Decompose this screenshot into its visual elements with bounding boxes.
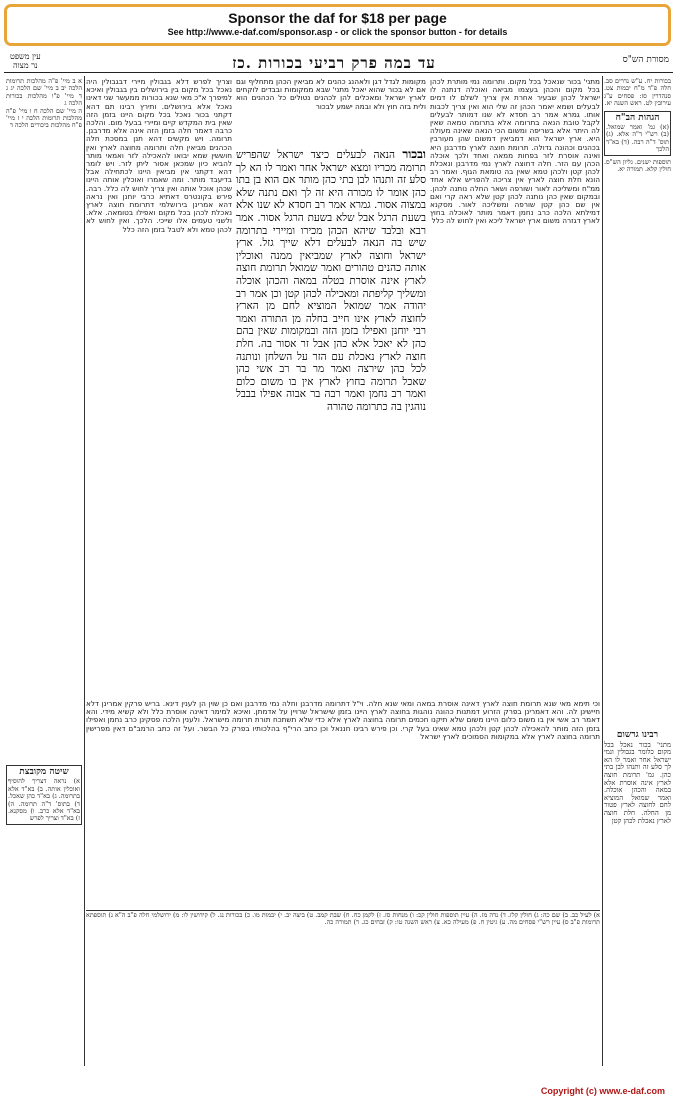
divider-left [84, 76, 85, 1066]
header-title: עד במה פרק רביעי בכורות .כז [232, 54, 436, 72]
lower-commentary: וכי תימא מאי שנא תרומת חוצה לארץ דאינה אוסרת במאה ומאי שנא חלה. וי"ל דתרומה מדרבנן וחלה נמי מדרבנן ואם כן שוין הן לענין דינא. בריש פרקין אמרינן דלא חיישינן לה. והא דאמרינן בפרק הזרוע דמתנות כהונה נוהגות בחוצה לארץ היינו בזמן שישראל שרויין על אדמתן. ואיכא למימר דאינה אוסרת כלל ולא קשיא מידי. והא דאמר רב אשי אין בו משום כלום היינו משום שלא תיקנו חכמים תרומה בחוצה לארץ אלא כדי שלא תשתכח תורת תרומה מישראל. ולענין הלכה פסקינן כרב נחמן ואפילו בזמן הזה מותר להאכילה לכהן קטן ולכהן טמא שאינו בעל קרי. וכן פירש רבינו חננאל וכן כתב הרי"ף בהלכותיו בפרק כל הבשר. ועל זה כתב הרמב"ם דאין מפרישין תרומה בחוצה לארץ אלא במקומות הסמוכים לארץ ישראל [86, 700, 600, 741]
rabbeinu-gershom-text: מתני' בכור נאכל בכל מקום כלומר בגבולין ונמי ישראל אחר ואמר לו הא לך סלע זה ותנהו לבן בתי כהן. גמ' תרומת חוצה לארץ אינה אוסרת אלא במאה והכהן אוכלה. ואמר שמואל המוציא לחם לחוצה לארץ פטור מן החלה. חלת חוצה לארץ נאכלת לכהן קטן [604, 740, 671, 825]
shita-mekubetzet-column [6, 762, 82, 1062]
rashi-column: מתני' בכור שנאכל בכל מקום. ותרומה נמי מותרת לכהן בכל מקום והכהן בעצמו מביאה ואוכלה דנתנה לו ישראל לכהן שבעיר אחרת אין צריך לשלם לו דמים לבעלים ושמא יאמר הכהן זה שלי הוא ואין צריך לכבות אותו. גמרא אמר רב חסדא לא שנו דמותר לבעלים לקבל טובת הנאה בתרומה אלא בתרומה טמאה שאין לה היתר אלא בשריפה ומשום הכי הנאה שאינה מעולה היא. ארץ ישראל הוא דמביאין דמשום שהן מעורבין בכהנים וכהונה גדולה. תרומת חוצה לארץ מדרבנן היא ואינה אוסרת לזר בפחות ממאה ואחד ולכך אוכלה הכהן עם הזר. חלה דחוצה לארץ נמי מדרבנן ונאכלת לכהן קטן ולכהן טמא שאין בה טומאת הגוף. ואמר רב הונא חלת חוצה לארץ אין צריכה להפריש אלא אחד ממ"ח ומשליכה לאור ושורפה ושאר החלה נותנה לכהן. ובמקום שאין כהן נותנה לכהן קטן שלא ראה קרי ואם אין שם כהן קטן שורפה ומשליכה לאור. מסקנא דמילתא הלכה כרב נחמן דאמר מותר לאוכלה בחוץ לארץ דגזרה משום ארץ ישראל ליכא ואין לחוש לה כלל [430, 78, 600, 226]
talmud-page [4, 50, 673, 1082]
divider-right [602, 76, 603, 1066]
page-header [4, 52, 673, 74]
ein-mishpat-more: ה מיי' שם הלכה ח ו מיי' פ"ה מהלכות תרומות הלכה י ז מיי' פ"ח מהלכות ביכורים הלכה ד [6, 106, 82, 130]
copyright-text[interactable]: Copyright (c) www.e-daf.com [540, 1086, 665, 1096]
right-margin-column [604, 78, 671, 728]
sponsor-banner-link[interactable]: See http://www.e-daf.com/sponsor.asp - or click the sponsor button - for details [167, 27, 508, 37]
shita-mekubetzet-text: א) נראה דצריך להוסיף ואוכלין אותה. ב) בא"ד אלא בתרומה. ג) בא"ד כהן שאכל. ד) בתוס' ד"ה תרומה. ה) בא"ד אלא כרב. ו) מסקנא. ז) בא"ד וצריך לפרש [8, 777, 80, 823]
hagahot-habach-box [604, 111, 671, 156]
right-margin-notes: תוספות ישנים. גליון הש"ס. חולין קלא. תמורה יא. [604, 157, 671, 174]
sponsor-banner[interactable] [4, 4, 671, 46]
hagahot-habach-text: (א) גמ' ואמר שמואל. (ב) רש"י ד"ה אלא. (ג) תוס' ד"ה רבה. (ד) בא"ד הלכך [606, 123, 669, 154]
gemara-body: הנאה לבעלים כיצד ישראל שהפריש תרומה מכריו ומצא ישראל אחר ואמר לו הא לך סלע זה ותנהו לבן בתי כהן מותר אם הוא בן בתו כהן אומר לו מכורה היא זה לך ואם נתנה שלא במצוה אסור. גמרא אמר רב חסדא לא שנו אלא בשעת הרגל אבל שלא בשעת הרגל אסור. אמר רבא ובלבד שיהא הכהן מכירו ומיירי בתרומה שיש בה הנאה לבעלים דלא שייך גזל. ארץ ישראל וחוצה לארץ שמביאין ממנה ואוכלין אותה כהנים טהורים ואמר שמואל תרומת חוצה לארץ אינה אוסרת בטלה במאה והכהן אוכלה ומשליך קליפתה ומאכילה לכהן קטן וכן אמר רב יהודה אמר שמואל המוציא לחם מן הארץ לחוצה לארץ אינו חייב בחלה מן התורה ואמר רבי יוחנן ואפילו בזמן הזה ובמקומות שאין בהם כהן לא יאכל אלא כהן אבל זר אסור בה. חלת חוצה לארץ נאכלת עם הזר על השלחן ונותנה לכל כהן שירצה ואמר מר בר רב אשי כהן שאכל תרומה בחוץ לארץ אין בו משום כלום ואמר רב נחמן ואמר רבה בר אבוה אפילו בבבל נוהגין בה כתרומה טהורה [236, 149, 426, 413]
gemara-top-commentary: מקומות לגדל דגן ולאהנג כהנים לא מביאין הכהן מתחליף וגם אם לא בכור שהוא יאכל מתני' שבא ממקומות ובבדים לוקחים לארץ ישראל ומאכלים להן לכהנים נטולים כל הכהנים הוא ולית בזה חוץ ולא ובמה ישמע לבכור [236, 78, 426, 111]
divider-notes [86, 910, 600, 911]
hagahot-habach-title: הגהות הב"ח [615, 112, 660, 123]
gemara-opening-word: ובכור [402, 148, 426, 161]
header-left-line1: עין משפט [10, 52, 41, 61]
left-margin-column [6, 78, 82, 758]
tosafot-column: וצריך לפרש דלא בגבולין מיירי דבגבולין היה נאכל בכל מקום בין בירושלים בין בגבולין ואיכא למיפרך א"כ מאי שנא בכורות ממעשר שני דאינו נאכל אלא בירושלים. ותירץ רבינו תם דהא דקתני בכור נאכל בכל מקום היינו בזמן הזה שאין בית המקדש קיים ומיירי בבעל מום. והלכה כרבה דאמר חלה בזמן הזה אינה אלא מדרבנן. תרומה. ויש מקשים דהא תנן במסכת חלה הכהנים מביאין חלה ותרומה מחוצה לארץ ואין חוששין שמא יבואו להאכילה לזר ואמאי מותר להביא כיון שמכאן אסור ליתן לזר. ויש לומר דהא דקתני אין מביאין היינו לכתחילה אבל בדיעבד מותר. ומה שאמרו ואוכלין אותה היינו שכהן אוכל אותה ואין צריך לחוש לה כלל. רבה. פירש בקונטרס דאתיא כרבי יוחנן ואין נראה דהא אמרינן בירושלמי דתרומת חוצה לארץ נאכלת לכהן בכל מקום ואפילו בטומאה. אלא. ולשני טעמים אלו שייכי. הלכך. ואין לחוש לא לכהן טמא ולא לטבל בזמן הזה כלל [86, 78, 232, 234]
footnotes: א) לעיל כב. ב) שם כה: ג) חולין קלז. ד) נדה מז. ה) עיין תוספות חולין קכ: ו) מנחות סז. ז) לקמן כח. ח) שבת קמב. ט) ביצה יב. י) יבמות מו. כ) בכורות נג. ל) קידושין לו: מ) ירושלמי חלה פ"ב ה"א נ) תוספתא תרומות פ"ב ס) עיין רש"י פסחים מה. ע) גיטין ח. פ) מעילה כא. צ) ראש השנה טו: ק) זבחים כג. ר) תמורה כה. [86, 912, 600, 927]
shita-mekubetzet-box [6, 765, 82, 825]
header-ein-mishpat [10, 52, 41, 70]
ein-mishpat-text: א ב מיי' פ"ה מהלכות תרומות הלכה יב ב מיי' שם הלכה יג ג ד מיי' פ"ו מהלכות בכורות הלכה ג [6, 78, 82, 108]
shita-mekubetzet-title: שיטה מקובצת [19, 767, 69, 777]
header-left-line2: נר מצוה [12, 61, 38, 70]
header-masoret-hashas: מסורת הש"ס [622, 55, 669, 65]
sponsor-banner-title[interactable]: Sponsor the daf for $18 per page [228, 10, 447, 26]
rabbeinu-gershom-column [604, 730, 671, 1060]
rabbeinu-gershom-title: רבינו גרשום [616, 730, 659, 740]
masoret-hashas-text: בכורות יח. ע"ש נדרים סב. חלה פ"ד מ"ח יבמות צט. סנהדרין סז: פסחים ע"ג עירובין לט. ראש השנה יא. [604, 78, 671, 108]
header-rule [4, 72, 673, 73]
gemara-text [236, 148, 426, 696]
